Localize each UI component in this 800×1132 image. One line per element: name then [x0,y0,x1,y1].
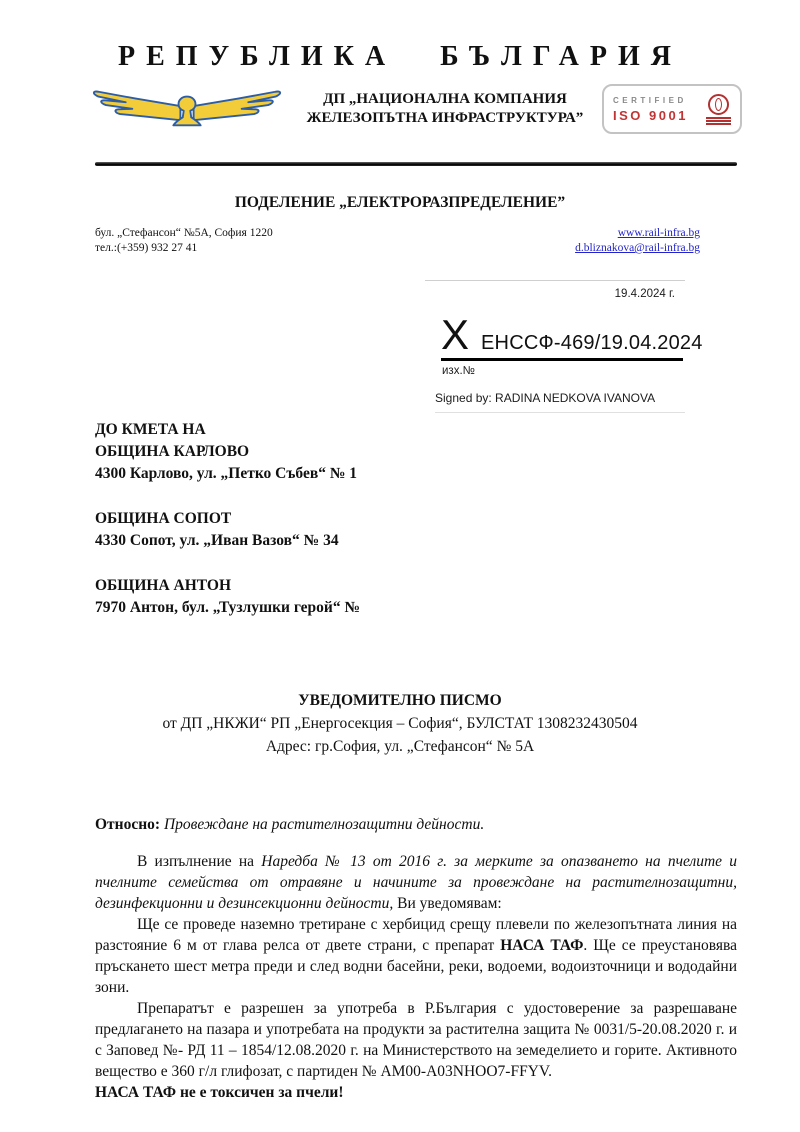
reference-number: ЕНССФ-469/19.04.2024 [481,332,703,354]
company-name-line1: ДП „НАЦИОНАЛНА КОМПАНИЯ [323,91,567,107]
division-title: ПОДЕЛЕНИЕ „ЕЛЕКТРОРАЗПРЕДЕЛЕНИЕ” [234,194,566,211]
p1-normal2: Ви уведомявам: [393,895,502,912]
paragraph-4-warning: НАСА ТАФ не е токсичен за пчели! [95,1084,344,1101]
recipient-line: ДО КМЕТА НА [95,421,206,438]
signature-line [441,311,703,361]
website-link[interactable]: www.rail-infra.bg [617,227,700,239]
document-date: 19.4.2024 г. [614,288,675,300]
bureau-seal-icon [708,94,729,115]
recipient-line: ОБЩИНА СОПОТ [95,510,232,527]
letter-title: УВЕДОМИТЕЛНО ПИСМО [298,692,502,709]
subject-line [95,814,737,835]
header-row [88,80,742,148]
recipient-line: 4330 Сопот, ул. „Иван Вазов“ № 34 [95,532,339,549]
email-link[interactable]: d.bliznakova@rail-infra.bg [575,242,700,254]
recipient-sopot [95,508,740,552]
signed-by-line: Signed by: RADINA NEDKOVA IVANOVA [435,391,685,413]
bureau-seal-bar [706,117,731,125]
p2-normal1: Ще се проведе наземно третиране с хербицид срещу плевели по железопътната линия на разстояние 6 м от глава релса от двете страни, с препарат [95,916,737,954]
contact-block [95,226,700,256]
postal-address [95,226,273,256]
signature-x-mark: X [441,311,470,358]
letter-address-line: Адрес: гр.София, ул. „Стефансон“ № 5А [265,738,535,755]
paragraph-3: Препаратът е разрешен за употреба в Р.България с удостоверение за разрешаване предлагането на пазара и употребата на продукти за растителна защита № 0031/5-20.08.2020 г. и с Заповед №- РД 11 – 1854/12.08.2020 г. на Министерството на земеделието и горите. Активното вещество е 360 г/л глифозат, с партиден № АМ00-А03NHOO7-FFYV. [95,1000,737,1080]
company-name-line2: ЖЕЛЕЗОПЪТНА ИНФРАСТРУКТУРА” [306,110,584,126]
p1-normal1: В изпълнение на [137,853,262,870]
iso-certified-label: CERTIFIED [613,95,687,105]
p2-product-name: НАСА ТАФ [500,937,584,954]
header-divider-rule [95,162,737,166]
iso-badge-text [613,96,688,123]
recipient-anton [95,575,740,619]
country-title: РЕПУБЛИКА БЪЛГАРИЯ [118,41,682,72]
letter-from-line: от ДП „НКЖИ“ РП „Енергосекция – София“, БУЛСТАТ 1308232430504 [162,715,638,732]
paragraph-1 [95,851,737,914]
recipient-line: ОБЩИНА АНТОН [95,577,232,594]
address-line: бул. „Стефансон“ №5А, София 1220 [95,227,273,239]
subject-label: Относно: [95,816,161,833]
outgoing-number-label: изх.№ [442,365,475,377]
letter-title-block [0,689,800,758]
signature-field [425,280,703,413]
recipient-line: 4300 Карлово, ул. „Петко Събев“ № 1 [95,465,358,482]
phone-line: тел.:(+359) 932 27 41 [95,242,198,254]
recipient-line: 7970 Антон, бул. „Тузлушки герой“ № [95,599,361,616]
paragraph-2 [95,914,737,998]
web-contacts [575,226,700,256]
railway-wings-logo-icon [88,86,288,148]
recipients-block [95,419,740,619]
recipient-karlovo [95,419,740,485]
p1-italic-regulation: Наредба № 13 от 2016 г. за мерките за опазването на пчелите и пчелните семейства от отравяне и начините за провеждане на растителнозащитни, дезинфекционни и дезинсекционни дейности, [95,853,737,912]
recipient-line: ОБЩИНА КАРЛОВО [95,443,250,460]
iso-standard-label: ISO 9001 [613,107,688,123]
certification-emblem-icon [706,94,731,125]
iso-9001-badge [602,84,742,134]
subject-text: Провеждане на растителнозащитни дейности. [163,816,485,833]
p2-normal2: . Ще се преустановява пръскането шест метра преди и след водни басейни, реки, водоеми, водоизточници и вододайни зони. [95,937,737,996]
company-name [288,90,602,128]
